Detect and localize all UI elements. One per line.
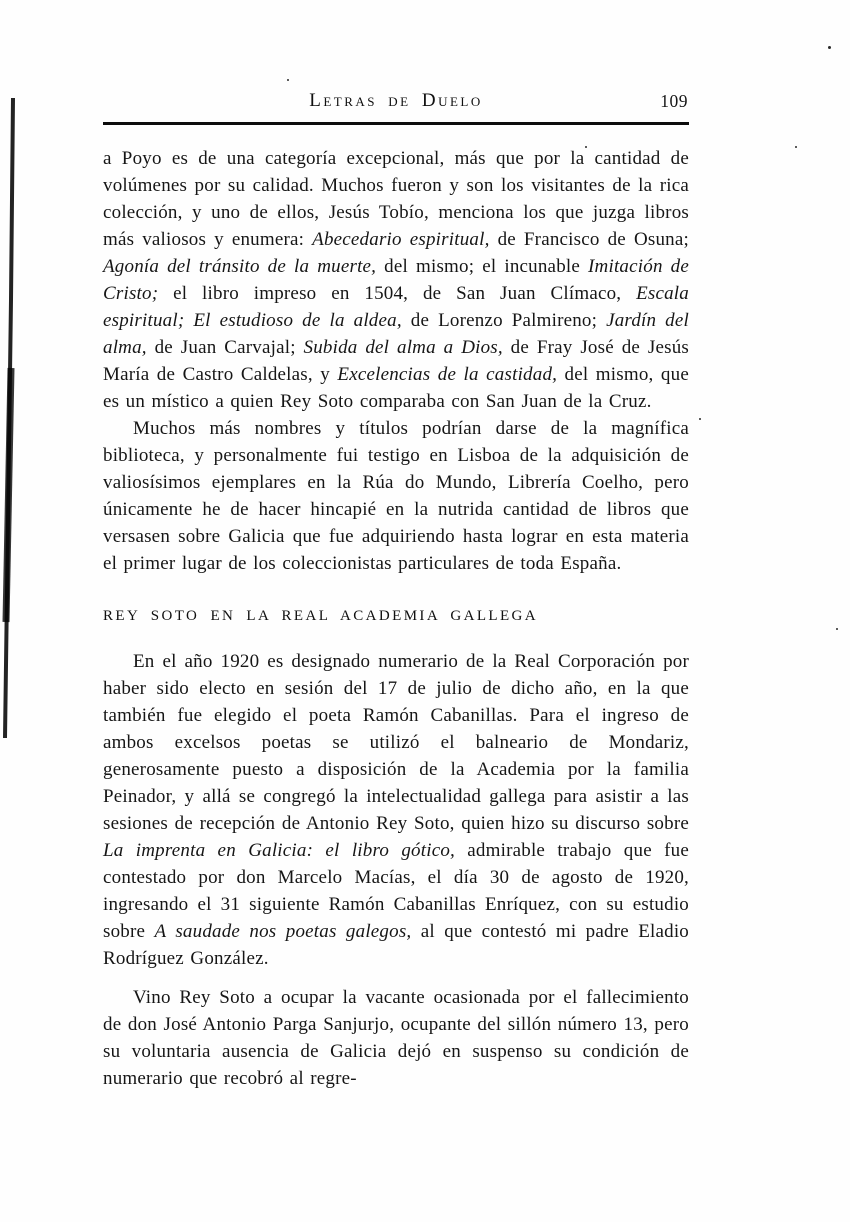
body-text: [103, 145, 689, 1092]
text-run: de Lorenzo Palmireno;: [401, 310, 607, 331]
page-number: 109: [660, 91, 688, 111]
paragraph-1: [103, 145, 689, 415]
paragraph-4: [103, 984, 689, 1092]
scan-speck: [828, 46, 831, 49]
text-run-italic-book-title: Excelencias de la castidad,: [337, 364, 558, 385]
text-run-italic-book-title: A saudade nos poetas galegos,: [154, 921, 412, 942]
running-header-title: Letras de Duelo: [309, 90, 483, 111]
scan-speck: [287, 79, 289, 81]
text-run: admirable trabajo que fue contestado por don Marcelo Macías, el día 30 de agosto de 1920, ingresando el 31 siguiente Ramón Cabanillas Enríquez, con su estudio sobre: [103, 840, 689, 942]
text-run: del mismo, que es un místico a quien Rey Soto comparaba con San Juan de la Cruz.: [103, 364, 689, 412]
text-run-italic-book-title: Jardín del alma,: [103, 310, 689, 358]
text-run: a Poyo es de una categoría excepcional, más que por la cantidad de volúmenes por su calidad. Muchos fueron y son los visitantes de la rica colección, y uno de ellos, Jesús Tobío, menciona los que juzga libros más valiosos y enumera:: [103, 148, 689, 250]
paragraph-3: [103, 648, 689, 972]
text-run: Vino Rey Soto a ocupar la vacante ocasionada por el fallecimiento de don José Antonio Parga Sanjurjo, ocupante del sillón número 13, pero su voluntaria ausencia de Galicia dejó en suspenso su condición de numerario que recobró al regre-: [103, 987, 689, 1089]
text-run: el libro impreso en 1504, de San Juan Clímaco,: [158, 283, 637, 304]
text-run-italic-book-title: Imitación de Cristo;: [103, 256, 690, 304]
text-run: del mismo; el incunable: [376, 256, 589, 277]
scan-speck: [836, 628, 838, 630]
scan-speck: [699, 418, 701, 420]
text-run: Muchos más nombres y títulos podrían darse de la magnífica biblioteca, y personalmente fui testigo en Lisboa de la adquisición de valiosísimos ejemplares en la Rúa do Mundo, Librería Coelho, pero únicamente he de hacer hincapié en la nutrida cantidad de libros que versasen sobre Galicia que fue adquiriendo hasta lograr en esta materia el primer lugar de los coleccionistas particulares de toda España.: [103, 418, 689, 574]
text-run: de Juan Carvajal;: [146, 337, 304, 358]
text-run: al que contestó mi padre Eladio Rodríguez González.: [103, 921, 689, 969]
text-block: [103, 90, 689, 1092]
text-run-italic-book-title: Abecedario espiritual,: [312, 229, 490, 250]
scan-binding-edge-artifact: [0, 0, 22, 760]
text-run: En el año 1920 es designado numerario de la Real Corporación por haber sido electo en sesión del 17 de julio de dicho año, en la que también fue elegido el poeta Ramón Cabanillas. Para el ingreso de ambos excelsos poetas se utilizó el balneario de Mondariz, generosamente puesto a disposición de la Academia por la familia Peinador, y allá se congregó la intelectualidad gallega para asistir a las sesiones de recepción de Antonio Rey Soto, quien hizo su discurso sobre: [103, 651, 689, 834]
section-heading: REY SOTO EN LA REAL ACADEMIA GALLEGA: [103, 608, 539, 624]
text-run-italic-book-title: La imprenta en Galicia: el libro gótico,: [103, 840, 455, 861]
header-rule: [103, 122, 689, 125]
text-run: de Fray José de Jesús María de Castro Caldelas, y: [103, 337, 689, 385]
text-run: de Francisco de Osuna;: [489, 229, 689, 250]
text-run-italic-book-title: Subida del alma a Dios,: [303, 337, 503, 358]
paragraph-2: [103, 415, 689, 577]
scan-speck: [795, 146, 797, 148]
text-run-italic-book-title: Escala espiritual; El estudioso de la aldea,: [103, 283, 689, 331]
running-header: [103, 90, 689, 116]
text-run-italic-book-title: Agonía del tránsito de la muerte,: [103, 256, 377, 277]
